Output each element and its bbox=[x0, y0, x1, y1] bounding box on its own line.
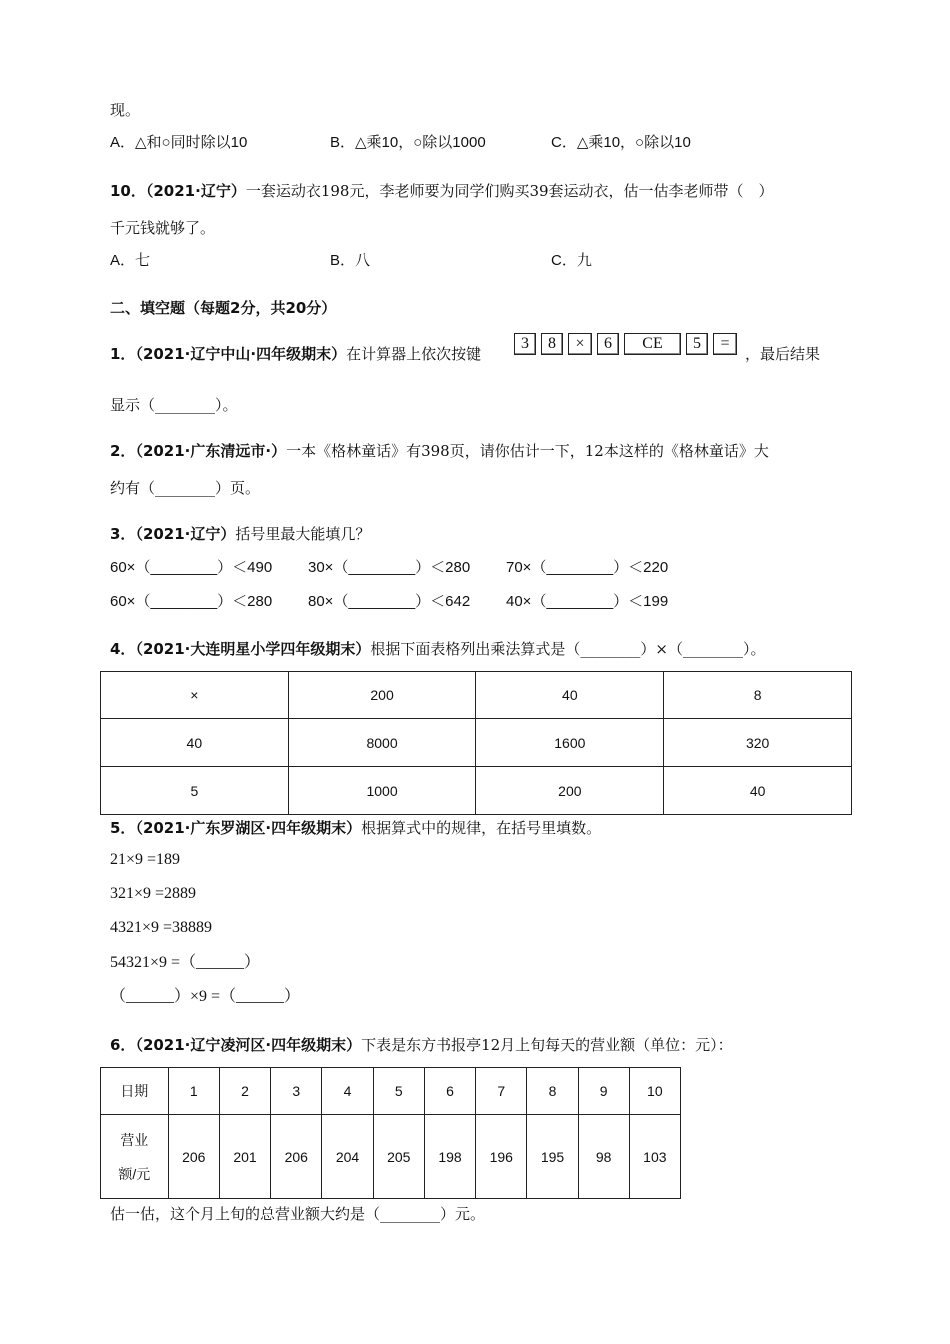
f3-number: 3． bbox=[110, 525, 136, 543]
table-cell: 5 bbox=[101, 767, 289, 815]
q9-option-a: A．△和○同时除以10 bbox=[110, 134, 248, 151]
f3-item-4: 60×（________）＜280 bbox=[110, 593, 273, 610]
table-cell: 7 bbox=[476, 1068, 527, 1115]
f5-equation-1: 21×9 =189 bbox=[110, 851, 181, 868]
table-row bbox=[101, 719, 852, 767]
q10-line2: 千元钱就够了。 bbox=[110, 219, 216, 237]
f5-text: 根据算式中的规律，在括号里填数。 bbox=[361, 819, 602, 837]
table-cell: 201 bbox=[219, 1115, 270, 1199]
q10-option-c: C．九 bbox=[551, 252, 592, 269]
f4-source: （2021·大连明星小学四年级期末） bbox=[135, 640, 371, 658]
table-cell: × bbox=[101, 672, 289, 719]
table-row bbox=[101, 767, 852, 815]
f2-line2: 约有（________）页。 bbox=[110, 479, 261, 497]
table-cell: 8 bbox=[527, 1068, 578, 1115]
f6-after: 估一估，这个月上旬的总营业额大约是（________）元。 bbox=[110, 1205, 486, 1223]
f6-number: 6． bbox=[110, 1036, 136, 1054]
table-cell: 204 bbox=[322, 1115, 373, 1199]
row-label-line-2: 额/元 bbox=[118, 1165, 151, 1182]
table-cell: 2 bbox=[219, 1068, 270, 1115]
calc-key-equals: = bbox=[713, 333, 737, 355]
table-row bbox=[101, 1115, 681, 1199]
f1-source: （2021·辽宁中山·四年级期末） bbox=[135, 345, 347, 363]
table-cell: 196 bbox=[476, 1115, 527, 1199]
f3-item-5: 80×（________）＜642 bbox=[308, 593, 471, 610]
table-cell: 205 bbox=[373, 1115, 424, 1199]
f6-source: （2021·辽宁凌河区·四年级期末） bbox=[135, 1036, 362, 1054]
calc-key-5: 5 bbox=[686, 333, 708, 355]
f3-text: 括号里最大能填几？ bbox=[235, 525, 371, 543]
table-cell: 200 bbox=[288, 672, 476, 719]
table-row bbox=[101, 672, 852, 719]
f6-text: 下表是东方书报亭12月上旬每天的营业额（单位：元）： bbox=[361, 1036, 733, 1054]
sales-table bbox=[100, 1067, 681, 1199]
table-cell bbox=[101, 1115, 169, 1199]
table-cell: 195 bbox=[527, 1115, 578, 1199]
table-cell: 40 bbox=[101, 719, 289, 767]
f1-line2: 显示（________）。 bbox=[110, 396, 238, 414]
f2-line1 bbox=[110, 441, 769, 461]
table-cell: 40 bbox=[664, 767, 852, 815]
f2-source: （2021·广东清远市·） bbox=[135, 442, 287, 460]
table-row bbox=[101, 1068, 681, 1115]
f5-equation-2: 321×9 =2889 bbox=[110, 885, 197, 902]
section2-title: 二、填空题（每题2分，共20分） bbox=[110, 299, 337, 317]
table-cell: 10 bbox=[629, 1068, 680, 1115]
q10-option-a: A．七 bbox=[110, 252, 151, 269]
table-cell: 6 bbox=[424, 1068, 475, 1115]
q10-line1 bbox=[110, 181, 774, 201]
table-cell: 9 bbox=[578, 1068, 629, 1115]
table-cell: 5 bbox=[373, 1068, 424, 1115]
table-cell: 日期 bbox=[101, 1068, 169, 1115]
f5-equation-3: 4321×9 =38889 bbox=[110, 919, 213, 936]
f2-text: 一本《格林童话》有398页，请你估计一下，12本这样的《格林童话》大 bbox=[286, 442, 769, 460]
calc-key-3: 3 bbox=[514, 333, 536, 355]
table-cell: 40 bbox=[476, 672, 664, 719]
q9-tail: 现。 bbox=[110, 101, 141, 119]
calc-key-6: 6 bbox=[597, 333, 619, 355]
table-cell: 103 bbox=[629, 1115, 680, 1199]
table-cell: 1 bbox=[168, 1068, 219, 1115]
f6-line1 bbox=[110, 1035, 733, 1055]
calc-key-multiply: × bbox=[568, 333, 592, 355]
f2-number: 2． bbox=[110, 442, 136, 460]
table-cell: 4 bbox=[322, 1068, 373, 1115]
q9-option-c: C．△乘10，○除以10 bbox=[551, 134, 691, 151]
table-cell: 1000 bbox=[288, 767, 476, 815]
f1-number: 1． bbox=[110, 345, 136, 363]
f4-text: 根据下面表格列出乘法算式是（________）×（________）。 bbox=[370, 640, 766, 658]
f1-line1 bbox=[110, 344, 481, 364]
table-cell: 8 bbox=[664, 672, 852, 719]
table-cell: 3 bbox=[271, 1068, 322, 1115]
table-cell: 206 bbox=[271, 1115, 322, 1199]
table-cell: 198 bbox=[424, 1115, 475, 1199]
q10-source: （2021·辽宁） bbox=[145, 182, 246, 200]
f5-equation-5: （______）×9 =（______） bbox=[110, 988, 301, 1005]
table-cell: 320 bbox=[664, 719, 852, 767]
f5-line1 bbox=[110, 818, 601, 838]
f4-number: 4． bbox=[110, 640, 136, 658]
table-cell: 8000 bbox=[288, 719, 476, 767]
calc-key-ce: CE bbox=[624, 333, 681, 355]
f4-line1 bbox=[110, 639, 765, 659]
multiplication-table bbox=[100, 671, 852, 815]
table-cell: 98 bbox=[578, 1115, 629, 1199]
f3-item-2: 30×（________）＜280 bbox=[308, 559, 471, 576]
f3-item-3: 70×（________）＜220 bbox=[506, 559, 669, 576]
f1-text: 在计算器上依次按键 bbox=[346, 345, 482, 363]
f3-line1 bbox=[110, 524, 370, 544]
q9-option-b: B．△乘10，○除以1000 bbox=[330, 134, 486, 151]
table-cell: 200 bbox=[476, 767, 664, 815]
table-cell: 206 bbox=[168, 1115, 219, 1199]
q10-number: 10． bbox=[110, 182, 146, 200]
f3-source: （2021·辽宁） bbox=[135, 525, 236, 543]
f1-text-after: ，最后结果 bbox=[745, 345, 821, 363]
f5-source: （2021·广东罗湖区·四年级期末） bbox=[135, 819, 362, 837]
q10-text: 一套运动衣198元，李老师要为同学们购买39套运动衣，估一估李老师带（ ） bbox=[245, 182, 774, 200]
f3-item-1: 60×（________）＜490 bbox=[110, 559, 273, 576]
table-cell: 1600 bbox=[476, 719, 664, 767]
f5-equation-4: 54321×9 =（______） bbox=[110, 954, 261, 971]
f5-number: 5． bbox=[110, 819, 136, 837]
f3-item-6: 40×（________）＜199 bbox=[506, 593, 669, 610]
calc-key-8: 8 bbox=[541, 333, 563, 355]
q10-option-b: B．八 bbox=[330, 252, 371, 269]
row-label-line-1: 营业 bbox=[120, 1131, 149, 1148]
